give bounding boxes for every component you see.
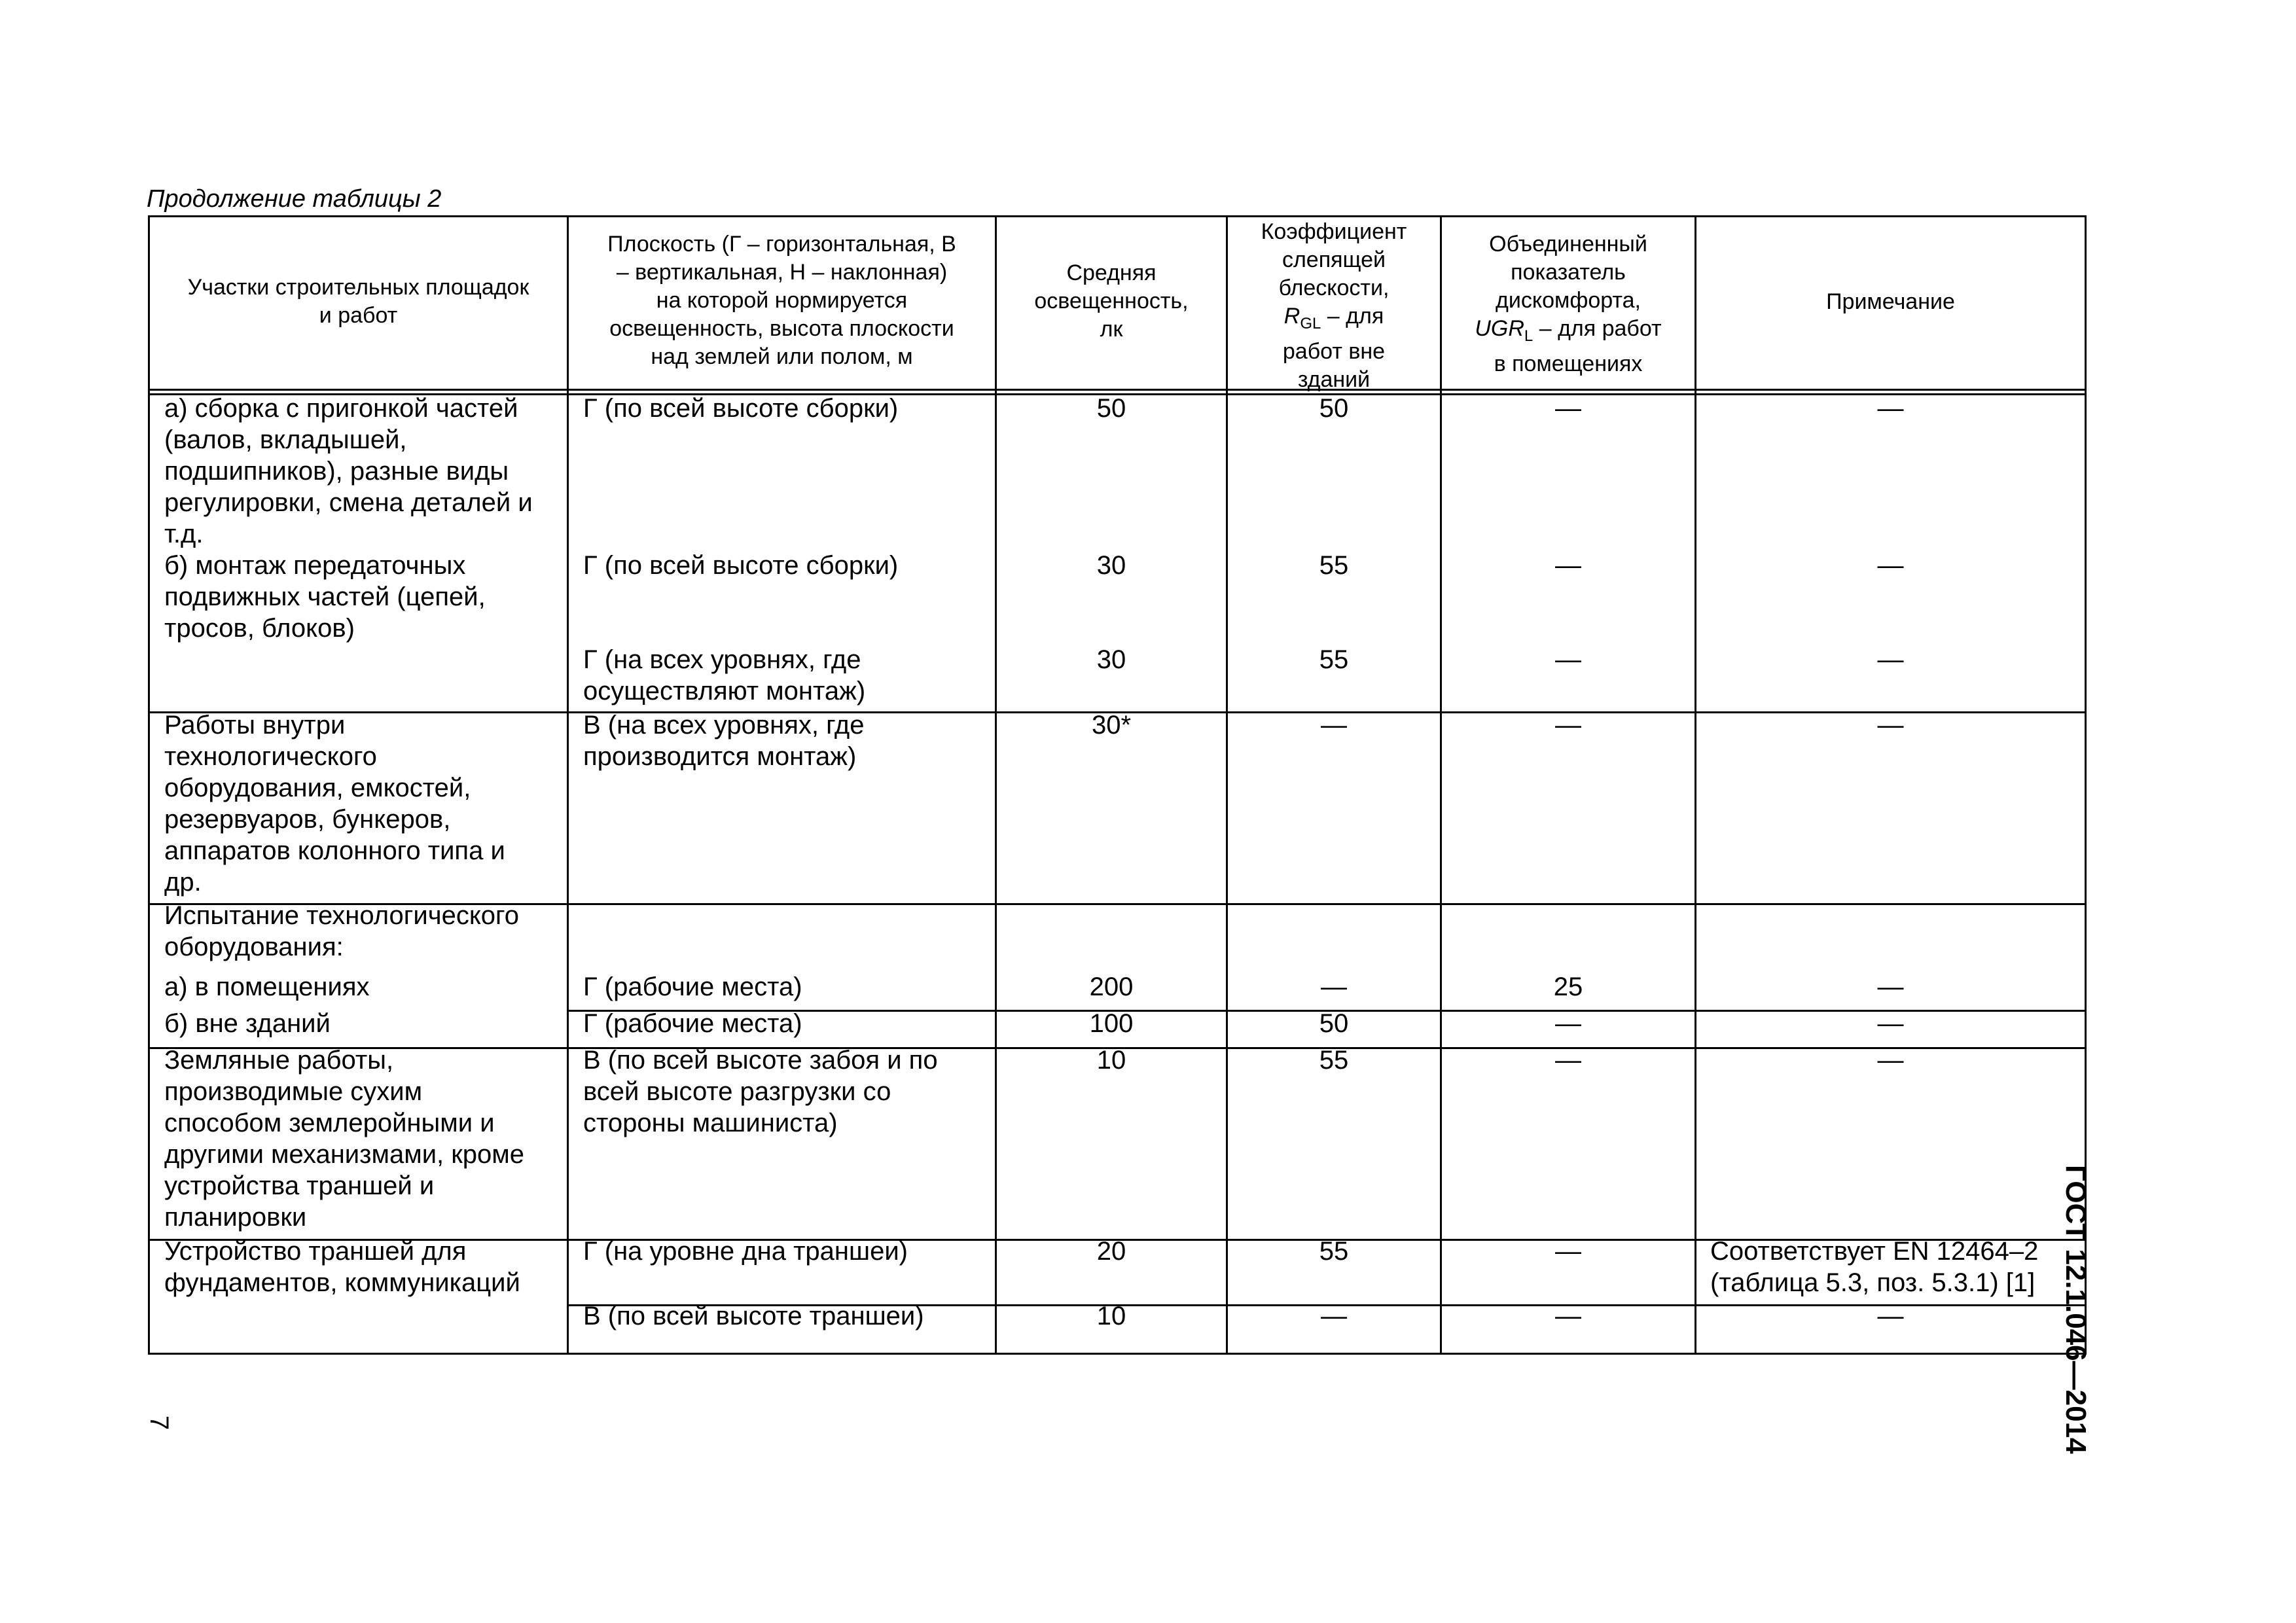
cell-area: Работы внутри технологического оборудования, емкостей, резервуаров, бункеров, аппаратов колонного типа и др. xyxy=(164,711,505,897)
cell-ugr: — xyxy=(1555,551,1581,580)
cell-glare-index: 55 xyxy=(1319,645,1349,674)
cell-illuminance: 200 xyxy=(1089,972,1134,1001)
cell-illuminance: 100 xyxy=(1089,1009,1134,1038)
cell-illuminance: 30* xyxy=(1091,711,1132,740)
cell-area: Испытание технологического оборудования: xyxy=(164,901,519,961)
cell-glare-index: — xyxy=(1321,1302,1347,1330)
cell-plane: Г (по всей высоте сборки) xyxy=(583,551,899,580)
cell-glare-index: — xyxy=(1321,972,1347,1001)
cell-note: — xyxy=(1877,1046,1904,1075)
header-glare-index: Коэффициент слепящей блескости, $R_{GL}$ – для работ вне зданий xyxy=(1261,219,1407,392)
cell-note: — xyxy=(1877,394,1904,423)
cell-glare-index: 50 xyxy=(1319,394,1349,423)
header-plane: Плоскость (Г – горизонтальная, В – вертикальная, Н – наклонная) на которой нормируется освещенность, высота плоскости над землей или полом, м xyxy=(607,232,956,369)
col-divider xyxy=(1695,217,1696,1353)
header-note: Примечание xyxy=(1826,289,1955,314)
cell-plane: В (на всех уровнях, где производится монтаж) xyxy=(583,711,865,771)
cell-area: б) монтаж передаточных подвижных частей (цепей, тросов, блоков) xyxy=(164,551,486,643)
col-divider xyxy=(567,217,569,1353)
table-caption: Продолжение таблицы 2 xyxy=(147,185,442,213)
cell-glare-index: 50 xyxy=(1319,1009,1349,1038)
cell-glare-index: 55 xyxy=(1319,1237,1349,1266)
cell-ugr: 25 xyxy=(1553,972,1583,1001)
cell-ugr: — xyxy=(1555,394,1581,423)
cell-note: — xyxy=(1877,551,1904,580)
cell-illuminance: 10 xyxy=(1096,1302,1126,1330)
cell-ugr: — xyxy=(1555,1046,1581,1075)
cell-illuminance: 30 xyxy=(1096,645,1126,674)
cell-glare-index: 55 xyxy=(1319,1046,1349,1075)
header-ugr: Объединенный показатель дискомфорта, $UGR_L$ – для работ в помещениях xyxy=(1475,232,1662,376)
cell-plane: Г (рабочие места) xyxy=(583,1009,802,1038)
standard-designation: ГОСТ 12.1.046—2014 xyxy=(2060,1165,2092,1454)
cell-illuminance: 50 xyxy=(1096,394,1126,423)
cell-ugr: — xyxy=(1555,645,1581,674)
cell-note: — xyxy=(1877,1009,1904,1038)
cell-plane: Г (по всей высоте сборки) xyxy=(583,394,899,423)
cell-ugr: — xyxy=(1555,1237,1581,1266)
header-illuminance: Средняя освещенность, лк xyxy=(1034,260,1189,342)
cell-area: Земляные работы, производимые сухим способом землеройными и другими механизмами, кроме устройства траншей и планировки xyxy=(164,1046,525,1232)
col-divider xyxy=(1440,217,1442,1353)
cell-illuminance: 10 xyxy=(1096,1046,1126,1075)
cell-area: б) вне зданий xyxy=(164,1009,331,1038)
lighting-table xyxy=(148,215,2087,1355)
cell-glare-index: — xyxy=(1321,711,1347,740)
col-divider xyxy=(995,217,997,1353)
cell-ugr: — xyxy=(1555,1009,1581,1038)
cell-plane: В (по всей высоте траншеи) xyxy=(583,1302,924,1330)
cell-ugr: — xyxy=(1555,1302,1581,1330)
cell-glare-index: 55 xyxy=(1319,551,1349,580)
cell-plane: В (по всей высоте забоя и по всей высоте разгрузки со стороны машиниста) xyxy=(583,1046,938,1137)
cell-area: Устройство траншей для фундаментов, коммуникаций xyxy=(164,1237,520,1297)
cell-area: а) в помещениях xyxy=(164,972,370,1001)
cell-plane: Г (на всех уровнях, где осуществляют монтаж) xyxy=(583,645,866,705)
header-area: Участки строительных площадок и работ xyxy=(187,275,529,328)
cell-ugr: — xyxy=(1555,711,1581,740)
cell-illuminance: 30 xyxy=(1096,551,1126,580)
cell-plane: Г (рабочие места) xyxy=(583,972,802,1001)
cell-illuminance: 20 xyxy=(1096,1237,1126,1266)
cell-note: — xyxy=(1877,645,1904,674)
cell-area: а) сборка с пригонкой частей (валов, вкладышей, подшипников), разные виды регулировки, смена деталей и т.д. xyxy=(164,394,533,548)
cell-note: Соответствует EN 12464–2 (таблица 5.3, поз. 5.3.1) [1] xyxy=(1710,1237,2039,1297)
cell-plane: Г (на уровне дна траншеи) xyxy=(583,1237,908,1266)
cell-note: — xyxy=(1877,711,1904,740)
page-number: 7 xyxy=(145,1415,174,1431)
cell-note: — xyxy=(1877,1302,1904,1330)
cell-note: — xyxy=(1877,972,1904,1001)
header-divider xyxy=(150,389,2085,391)
